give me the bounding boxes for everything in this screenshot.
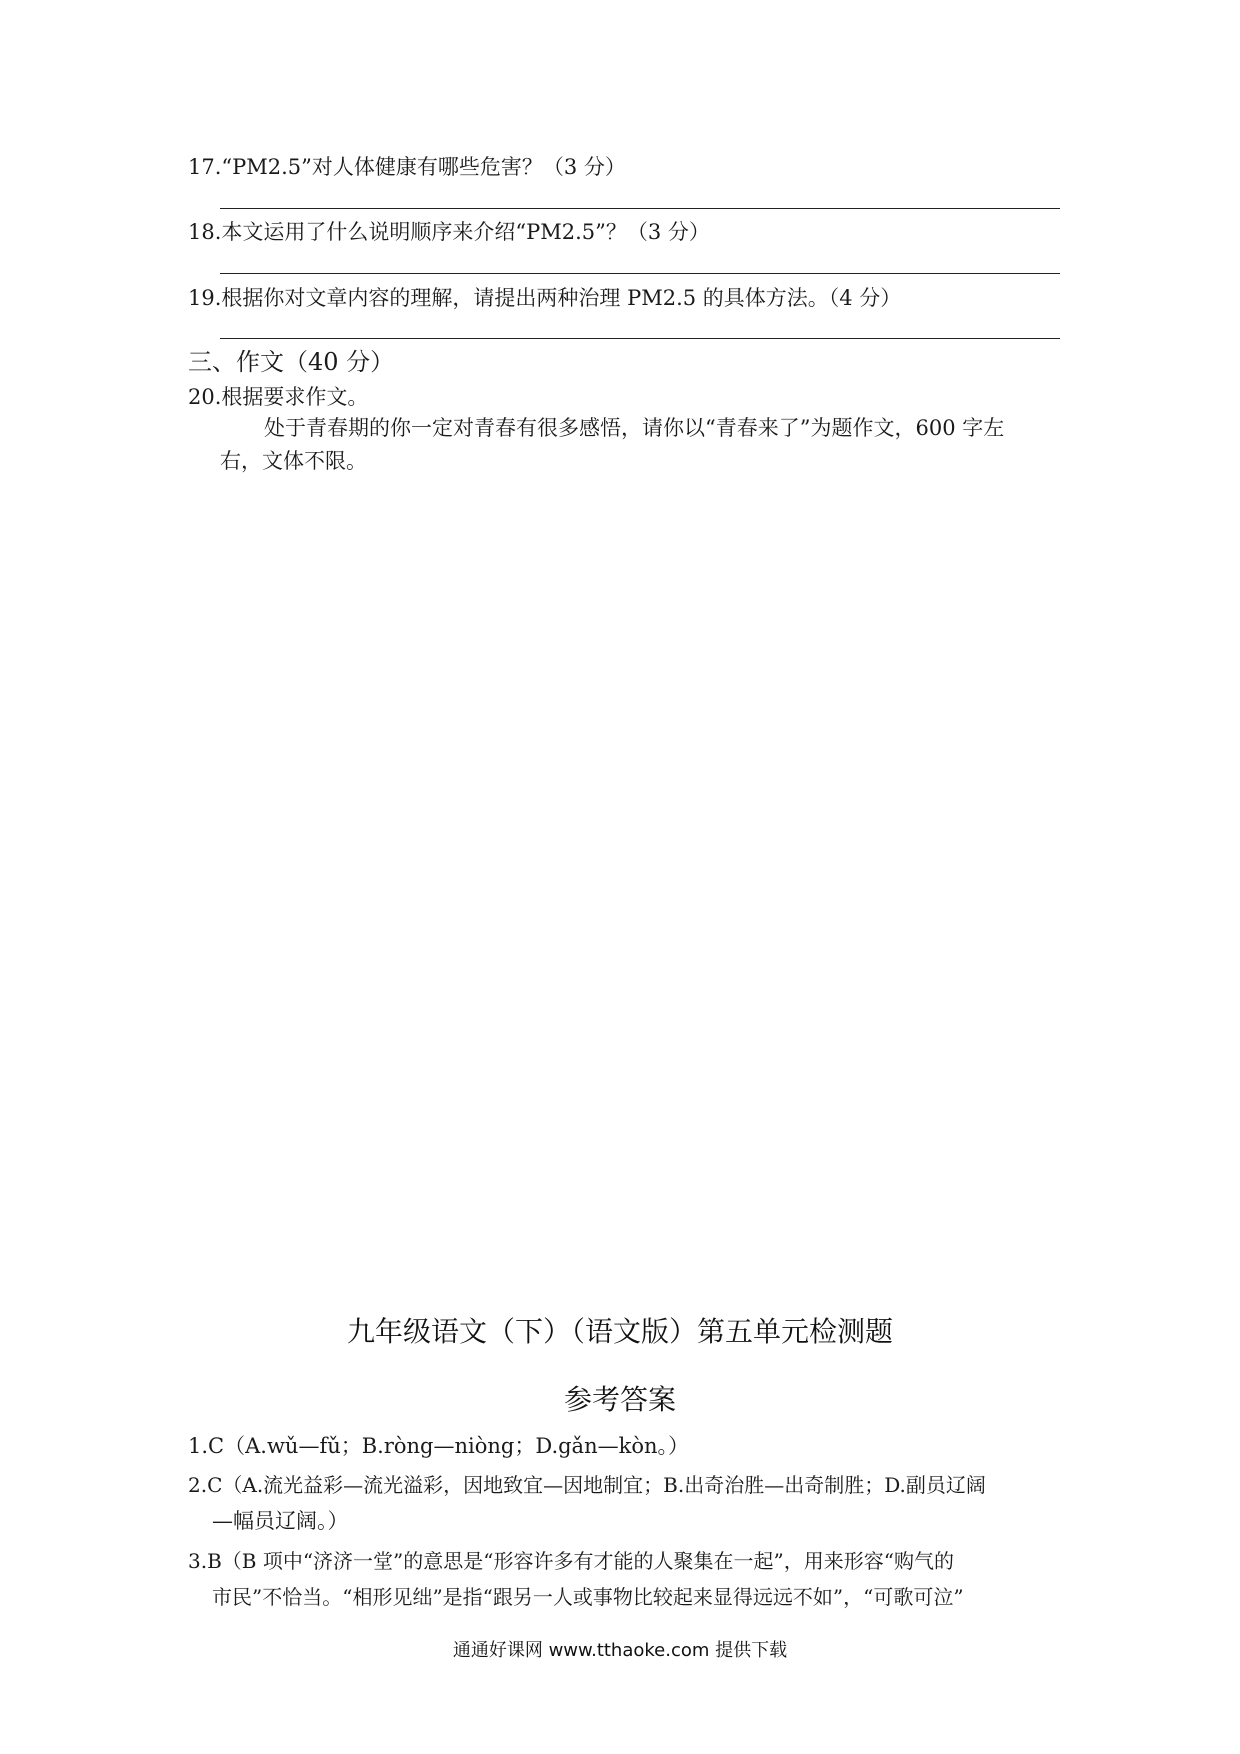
answer-key-subtitle: 参考答案 (563, 1383, 676, 1416)
answer-1: 1.C（A.wǔ—fǔ；B.ròng—niòng；D.gǎn—kòn。） (188, 1434, 689, 1458)
answer-3-line-1: 3.B（B 项中“济济一堂”的意思是“形容许多有才能的人聚集在一起”，用来形容“购气的 (188, 1549, 954, 1573)
page-footer: 通通好课网 www.tthaoke.com 提供下载 (452, 1640, 788, 1661)
answer-key-title: 九年级语文（下）（语文版）第五单元检测题 (346, 1315, 893, 1348)
answer-3-line-2: 市民”不恰当。“相形见绌”是指“跟另一人或事物比较起来显得远远不如”，“可歌可泣” (212, 1585, 964, 1609)
question-18: 18.本文运用了什么说明顺序来介绍“PM2.5”？（3 分） (188, 220, 710, 244)
answer-2-line-1: 2.C（A.流光益彩—流光溢彩，因地致宜—因地制宜；B.出奇治胜—出奇制胜；D.副员辽阔 (188, 1473, 986, 1497)
composition-prompt-line-1: 处于青春期的你一定对青春有很多感悟，请你以“青春来了”为题作文，600 字左 (264, 416, 1005, 440)
question-19: 19.根据你对文章内容的理解，请提出两种治理 PM2.5 的具体方法。（4 分） (188, 286, 902, 310)
section-heading-composition: 三、作文（40 分） (188, 348, 395, 376)
answer-line-19 (220, 338, 1060, 339)
answer-line-17 (220, 208, 1060, 209)
answer-line-18 (220, 273, 1060, 274)
answer-2-line-2: —幅员辽阔。） (212, 1509, 349, 1533)
question-20: 20.根据要求作文。 (188, 385, 369, 409)
composition-prompt-line-2: 右，文体不限。 (220, 449, 367, 473)
question-17: 17.“PM2.5”对人体健康有哪些危害？（3 分） (188, 155, 626, 179)
